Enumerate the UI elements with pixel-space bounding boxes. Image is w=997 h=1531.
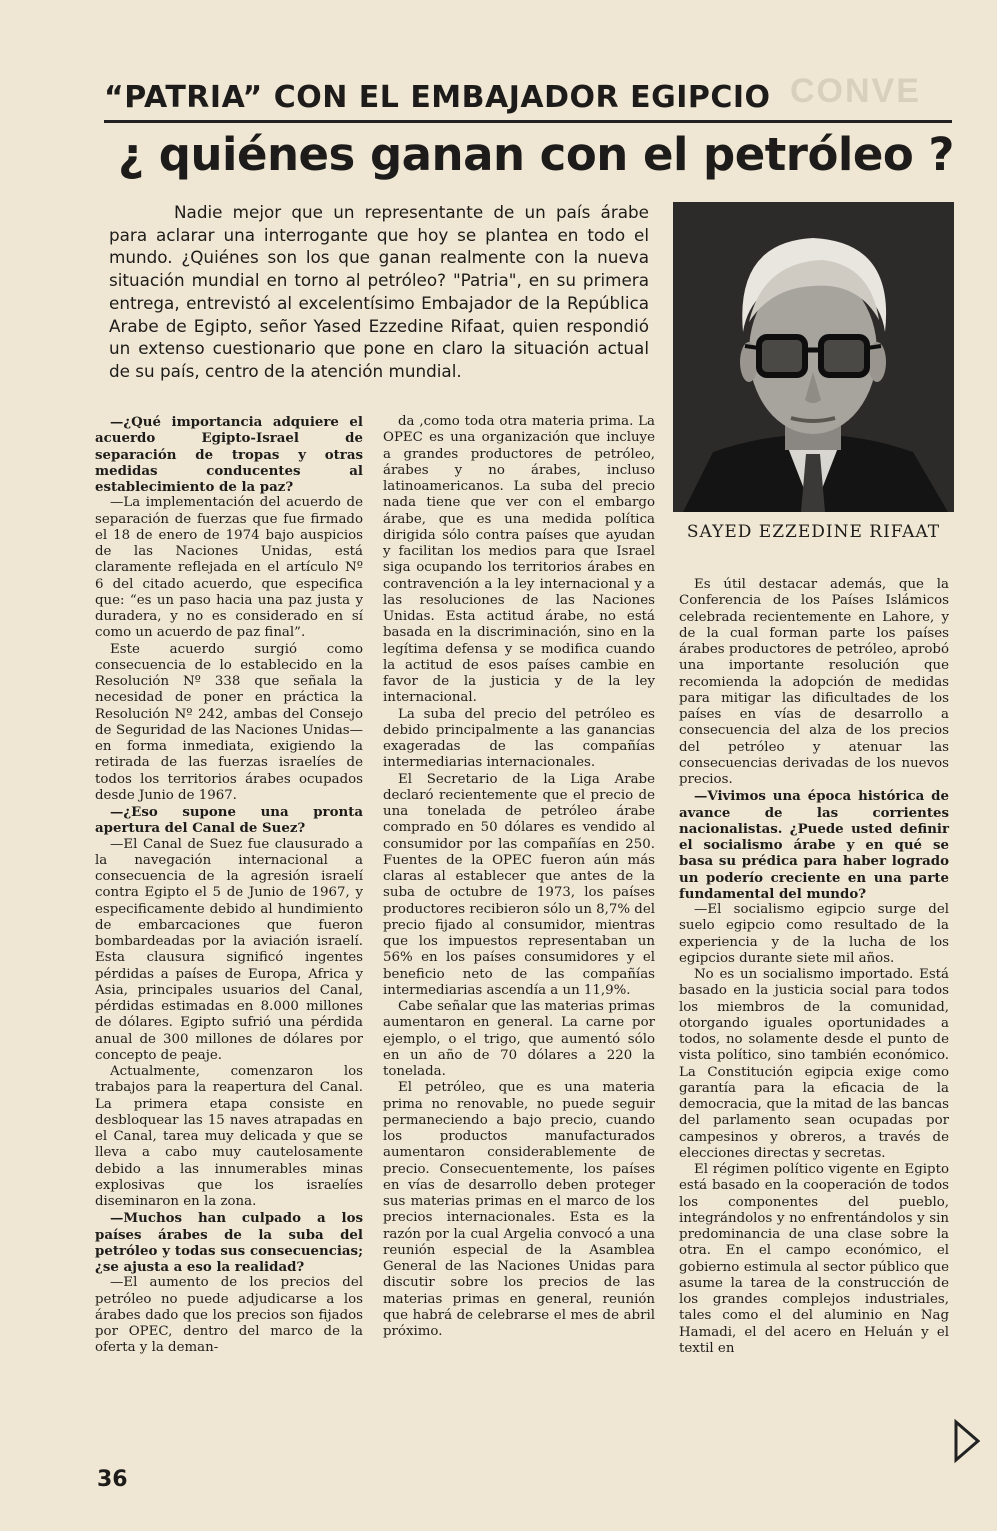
article-paragraph: Actualmente, comenzaron los trabajos para la reapertura del Canal. La primera etapa consiste en desbloquear las 15 naves atrapadas en el Canal, tarea muy delicada y que se lleva a cabo muy cautelosamente debido a las innumerables minas explosivas que los israelíes diseminaron en la zona.	[95, 1064, 363, 1209]
ambassador-portrait	[673, 202, 954, 512]
article-paragraph: da ,como toda otra materia prima. La OPEC es una organización que incluye a grandes productores de petróleo, árabes y no árabes, incluso latinoamericanos. La suba del precio nada tiene que ver con el embargo árabe, que es una medida política dirigida sólo contra países que ayudan y facilitan los medios para que Israel siga ocupando los territorios árabes en contravención a la ley internacional y a las resoluciones de las Naciones Unidas. Esta actitud árabe, no está basada en la discriminación, sino en la legítima defensa y se modifica cuando la actitud de esos países cambie en favor de la justicia y de la ley internacional.	[383, 414, 655, 706]
portrait-illustration	[673, 202, 954, 512]
article-paragraph: El Secretario de la Liga Arabe declaró recientemente que el precio de una tonelada de petróleo árabe comprado en 50 dólares es vendido al consumidor por las compañías en 250. Fuentes de la OPEC fueron aún más claras al establecer que antes de la suba de octubre de 1973, los países productores recibieron sólo un 8,7% del precio fijado al consumidor, mientras que los impuestos representaban un 56% en los países consumidores y el beneficio neto de las compañías intermediarias ascendía a un 11,9%.	[383, 771, 655, 998]
header-rule	[104, 120, 952, 123]
article-paragraph: —El Canal de Suez fue clausurado a la navegación internacional a consecuencia de la agresión israelí contra Egipto el 5 de Junio de 1967, y especificamente debido al hundimiento de embarcaciones que fueron bombardeadas por la aviación israelí. Esta clausura significó ingentes pérdidas a países de Europa, Africa y Asia, principales usuarios del Canal, pérdidas estimadas en 8.000 millones de dólares. Egipto sufrió una pérdida anual de 300 millones de dólares por concepto de peaje.	[95, 836, 363, 1063]
interview-question: —¿Eso supone una pronta apertura del Canal de Suez?	[95, 804, 363, 837]
article-paragraph: La suba del precio del petróleo es debido principalmente a las ganancias exageradas de las compañías intermediarias internacionales.	[383, 706, 655, 771]
section-kicker: “PATRIA” CON EL EMBAJADOR EGIPCIO	[104, 80, 771, 115]
article-column-1	[95, 414, 363, 1357]
article-paragraph: El petróleo, que es una materia prima no renovable, no puede seguir permaneciendo a bajo precio, cuando los productos manufacturados aumentaron considerablemente de precio. Consecuentemente, los países en vías de desarrollo deben proteger sus materias primas en el marco de los precios internacionales. Esta es la razón por la cual Argelia convocó a una reunión especial de la Asamblea General de las Naciones Unidas para discutir sobre los precios de las materias primas en general, reunión que habrá de celebrarse el mes de abril próximo.	[383, 1080, 655, 1339]
article-paragraph: —El socialismo egipcio surge del suelo egipcio como resultado de la experiencia y de la lucha de los egipcios durante siete mil años.	[679, 902, 949, 966]
continue-arrow-icon	[952, 1418, 982, 1464]
background-bleed-text: CONVE	[790, 72, 921, 110]
article-paragraph: Es útil destacar además, que la Conferencia de los Países Islámicos celebrada recientemente en Lahore, y de la cual forman parte los países árabes productores de petróleo, aprobó una importante resolución que recomienda la adopción de medidas para mitigar las dificultades de los países en vías de desarrollo a consecuencia del alza de los precios del petróleo y atenuar las consecuencias derivadas de los nuevos precios.	[679, 577, 949, 787]
photo-caption: SAYED EZZEDINE RIFAAT	[686, 522, 941, 542]
page-number: 36	[97, 1467, 128, 1492]
article-paragraph: —La implementación del acuerdo de separación de fuerzas que fue firmado el 18 de enero de 1974 bajo auspicios de las Naciones Unidas, está claramente reflejada en el artículo Nº 6 del citado acuerdo, que especifica que: “es un paso hacia una paz justa y duradera, y no es considerado en sí como un acuerdo de paz final”.	[95, 495, 363, 641]
article-paragraph: El régimen político vigente en Egipto está basado en la cooperación de todos los componentes del pueblo, integrándolos y no enfrentándolos y sin predominancia de una clase sobre la otra. En el campo económico, el gobierno estimula al sector público que asume la tarea de la construcción de los grandes complejos industriales, tales como el del aluminio en Nag Hamadi, el del acero en Heluán y el textil en	[679, 1162, 949, 1356]
intro-paragraph: Nadie mejor que un representante de un país árabe para aclarar una interrogante que hoy se plantea en todo el mundo. ¿Quiénes son los que ganan realmente con la nueva situación mundial en torno al petróleo? "Patria", en su primera entrega, entrevistó al excelentísimo Embajador de la República Arabe de Egipto, señor Yased Ezzedine Rifaat, quien respondió un extenso cuestionario que pone en claro la situación actual de su país, centro de la atención mundial.	[109, 202, 649, 381]
interview-question: —Vivimos una época histórica de avance de las corrientes nacionalistas. ¿Puede usted definir el socialismo árabe y en qué se basa su prédica para haber logrado un poderío creciente en una parte fundamental del mundo?	[679, 788, 949, 902]
article-paragraph: —El aumento de los precios del petróleo no puede adjudicarse a los árabes dado que los precios son fijados por OPEC, dentro del marco de la oferta y la deman-	[95, 1275, 363, 1356]
article-paragraph: Cabe señalar que las materias primas aumentaron en general. La carne por ejemplo, o el trigo, que aumentó sólo en un año de 70 dólares a 220 la tonelada.	[383, 999, 655, 1079]
article-column-2	[383, 414, 655, 1340]
interview-question: —Muchos han culpado a los países árabes de la suba del petróleo y todas sus consecuencias; ¿se ajusta a eso la realidad?	[95, 1210, 363, 1275]
article-paragraph: Este acuerdo surgió como consecuencia de lo establecido en la Resolución Nº 338 que señala la necesidad de poner en práctica la Resolución Nº 242, ambas del Consejo de Seguridad de las Naciones Unidas— en forma inmediata, exigiendo la retirada de las fuerzas israelíes de todos los territorios árabes ocupados desde Junio de 1967.	[95, 641, 363, 803]
article-paragraph: No es un socialismo importado. Está basado en la justicia social para todos los miembros de la comunidad, otorgando iguales oportunidades a todos, no solamente desde el punto de vista político, sino también económico. La Constitución egipcia exige como garantía para la eficacia de la democracia, que la mitad de las bancas del parlamento sean ocupadas por campesinos y obreros, a través de elecciones directas y secretas.	[679, 967, 949, 1161]
article-column-3	[679, 577, 949, 1357]
headline: ¿ quiénes ganan con el petróleo ?	[118, 128, 955, 181]
interview-question: —¿Qué importancia adquiere el acuerdo Egipto-Israel de separación de tropas y otras medidas conducentes al establecimiento de la paz?	[95, 414, 363, 495]
